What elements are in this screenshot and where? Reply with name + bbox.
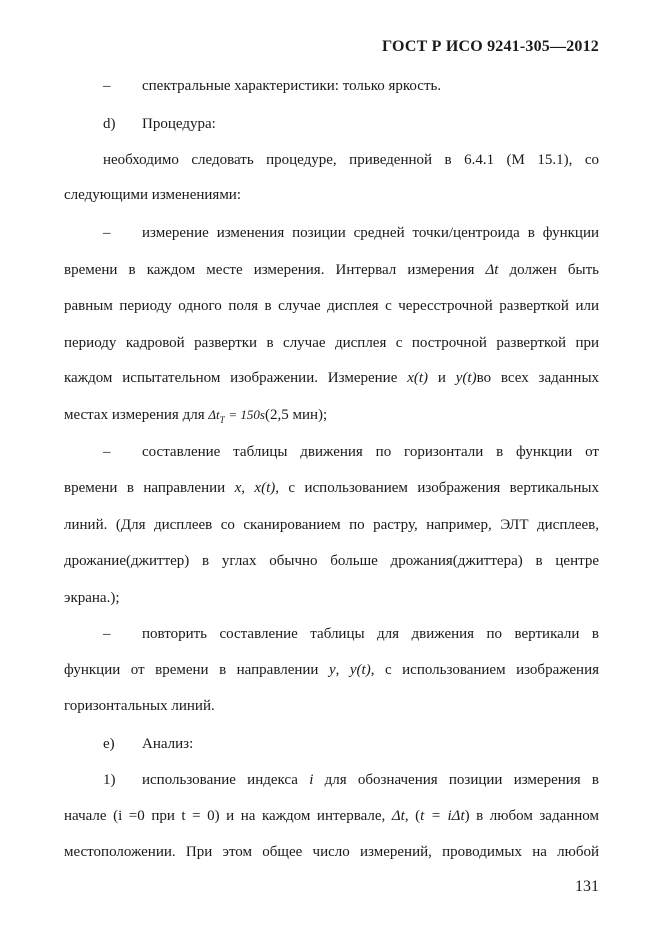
section-heading: Процедура:: [142, 116, 216, 132]
list-dash: –: [103, 444, 111, 460]
list-dash: –: [103, 626, 111, 642]
paragraph-line: каждом испытательном изображении. Измерение x(t) и y(t)во всех заданных: [64, 370, 600, 386]
paragraph-line: следующими изменениями:: [64, 187, 242, 203]
paragraph-line: местах измерения для $\Delta t_T = 150s(2,5$ мин);: [64, 407, 328, 425]
paragraph-line: необходимо следовать процедуре, приведенной в 6.4.1 (М 15.1), со: [103, 152, 599, 168]
paragraph-line: времени в каждом месте измерения. Интервал измерения Δt должен быть: [64, 262, 599, 278]
list-marker: d): [103, 116, 116, 132]
math-x-t: x(t): [254, 480, 276, 496]
paragraph-line: времени в направлении x, x(t), с использованием изображения вертикальных: [64, 480, 600, 496]
math-delta-t: Δt: [485, 262, 499, 278]
math-x-t: x(t): [407, 370, 429, 386]
math-i: i: [309, 772, 314, 788]
page-number: 131: [575, 878, 599, 895]
paragraph-line: составление таблицы движения по горизонтали в функции от: [142, 444, 599, 460]
list-item-text: спектральные характеристики: только яркость.: [142, 78, 442, 94]
paragraph-line: повторить составление таблицы для движения по вертикали в: [142, 626, 599, 642]
math-y-t: y(t): [349, 662, 371, 678]
math-delta-t: Δt: [208, 407, 220, 422]
paragraph-line: линий. (Для дисплеев со сканированием по растру, например, ЭЛТ дисплеев,: [64, 517, 599, 533]
list-dash: –: [103, 78, 111, 94]
paragraph-line: периоду кадровой развертки в случае дисплея с построчной разверткой при: [64, 335, 599, 351]
math-y-t: y(t): [455, 370, 477, 386]
paragraph-line: местоположении. При этом общее число измерений, проводимых на любой: [64, 844, 599, 860]
document-header: ГОСТ Р ИСО 9241-305—2012: [382, 38, 599, 55]
math-x: x: [234, 480, 242, 496]
list-dash: –: [103, 225, 111, 241]
paragraph-line: равным периоду одного поля в случае дисплея с чересстрочной разверткой или: [64, 298, 599, 314]
paragraph-line: начале (i =0 при t = 0) и на каждом интервале, Δt, (t = iΔt) в любом заданном: [64, 808, 600, 824]
paragraph-line: дрожание(джиттер) в углах обычно больше дрожания(джиттера) в центре: [64, 553, 599, 569]
math-y: y: [328, 662, 336, 678]
section-heading: Анализ:: [142, 736, 194, 752]
math-delta-t: Δt: [391, 808, 405, 824]
list-marker: e): [103, 736, 115, 752]
paragraph-line: измерение изменения позиции средней точки/центроида в функции: [142, 225, 599, 241]
paragraph-line: функции от времени в направлении y, y(t), с использованием изображения: [64, 662, 600, 678]
math-equation: t = iΔt: [420, 808, 465, 824]
math-equation: = 150s: [228, 407, 265, 422]
paragraph-line: использование индекса i для обозначения позиции измерения в: [142, 772, 600, 788]
paragraph-line: горизонтальных линий.: [64, 698, 215, 714]
paragraph-line: экрана.);: [64, 590, 120, 606]
list-marker: 1): [103, 772, 116, 788]
